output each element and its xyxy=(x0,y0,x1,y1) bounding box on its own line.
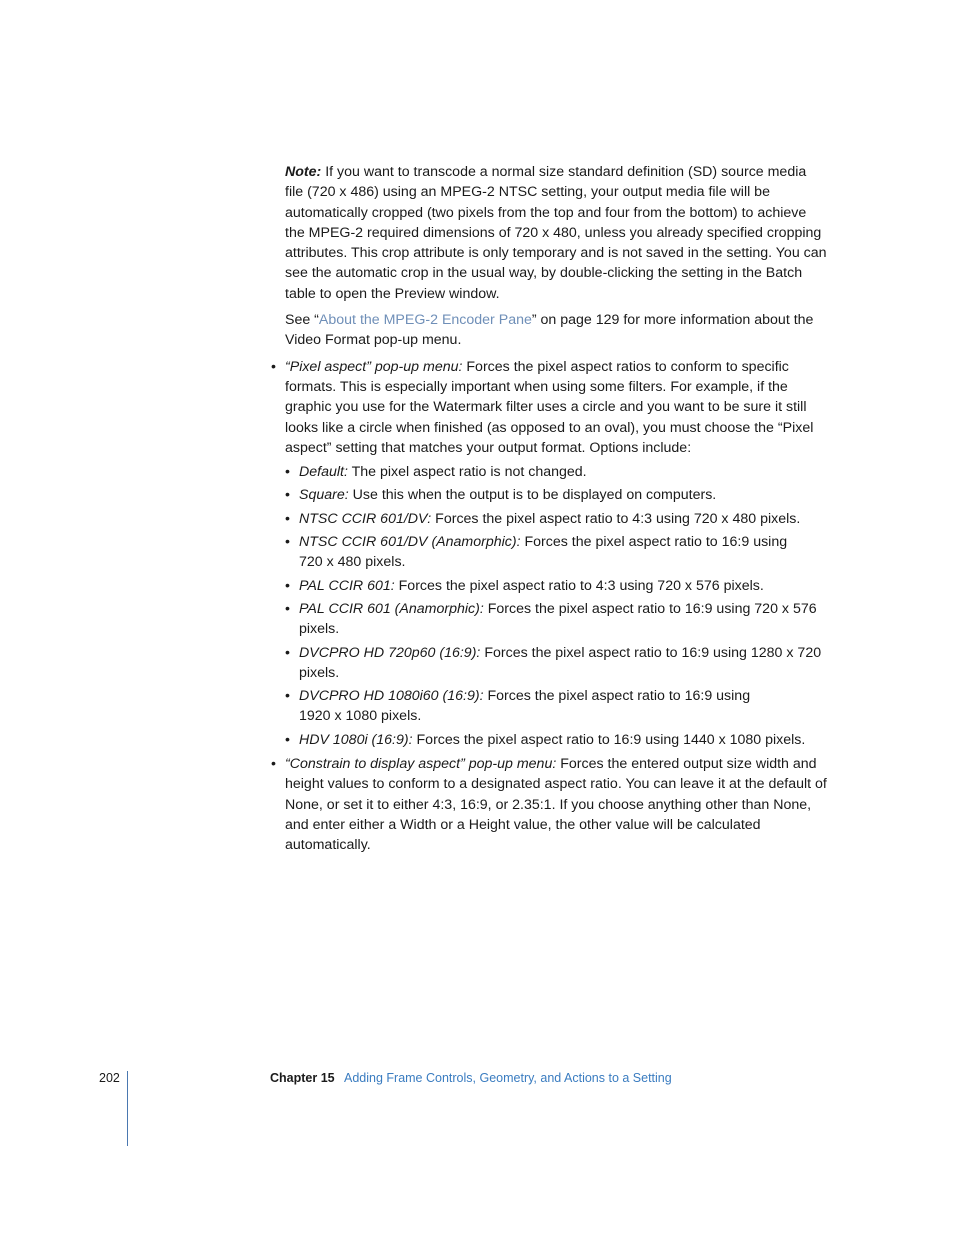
option-text: Forces the pixel aspect ratio to 4:3 using 720 x 576 pixels. xyxy=(398,577,764,594)
option-lead: Square: xyxy=(299,487,349,504)
bullet-icon: • xyxy=(285,731,290,748)
option-lead: HDV 1080i (16:9): xyxy=(299,731,413,748)
option-text: Forces the pixel aspect ratio to 16:9 using 1440 x 1080 pixels. xyxy=(416,731,806,748)
note-label: Note: xyxy=(285,164,322,180)
bullet-icon: • xyxy=(285,577,290,594)
list-item-option xyxy=(285,686,827,727)
option-continuation: 720 x 480 pixels. xyxy=(299,554,406,571)
pixel-aspect-options-list xyxy=(285,462,827,750)
list-item-option xyxy=(285,730,827,750)
option-text: Forces the pixel aspect ratio to 16:9 using xyxy=(487,688,751,705)
bullet-icon: • xyxy=(285,688,290,705)
page-footer xyxy=(0,1071,954,1091)
list-item-option xyxy=(285,599,827,640)
list-item-option xyxy=(285,485,827,505)
bullet-icon: • xyxy=(285,600,290,617)
note-paragraph xyxy=(285,162,827,304)
option-lead: Default: xyxy=(299,464,348,481)
note-text: If you want to transcode a normal size standard definition (SD) source media file (720 x 486) using an MPEG-2 NTSC setting, your output media file will be automatically cropped (two pixels from the top and four from the bottom) to achieve the MPEG-2 required dimensions of 720 x 480, unless you already specified cropping attributes. This crop attribute is only temporary and is not saved in the setting. You can see the automatic crop in the usual way, by double-clicking the setting in the Batch table to open the Preview window. xyxy=(285,164,827,302)
list-item-text: Forces the pixel aspect ratios to conform to specific formats. This is especially important when using some filters. For example, if the graphic you use for the Watermark filter uses a circle and you want to be sure it still looks like a circle when finished (as opposed to an oval), you must choose the “Pixel aspect” setting that matches your output format. Options include: xyxy=(285,358,814,456)
option-text: Forces the pixel aspect ratio to 4:3 using 720 x 480 pixels. xyxy=(435,510,801,527)
option-lead: PAL CCIR 601: xyxy=(299,577,395,594)
bullet-icon: • xyxy=(285,487,290,504)
option-lead: PAL CCIR 601 (Anamorphic): xyxy=(299,600,484,617)
bullet-icon: • xyxy=(285,534,290,551)
chapter-label: Chapter 15 xyxy=(270,1071,335,1085)
bullet-icon: • xyxy=(271,358,276,375)
page-number: 202 xyxy=(99,1071,120,1085)
bullet-icon: • xyxy=(285,644,290,661)
option-continuation: 1920 x 1080 pixels. xyxy=(299,708,422,725)
bullet-icon: • xyxy=(285,464,290,481)
option-lead: NTSC CCIR 601/DV: xyxy=(299,510,432,527)
list-item-option xyxy=(285,532,827,573)
chapter-title-link[interactable]: Adding Frame Controls, Geometry, and Actions to a Setting xyxy=(344,1071,672,1085)
list-item-constrain-aspect xyxy=(271,754,827,855)
list-item-lead: “Constrain to display aspect” pop-up menu: xyxy=(285,756,557,773)
list-item-text: Forces the entered output size width and height values to conform to a designated aspect ratio. You can leave it at the default of None, or set it to either 4:3, 16:9, or 2.35:1. If you choose anything other than None, and enter either a Width or a Height value, the other value will be calculated automatically. xyxy=(285,756,827,854)
bullet-icon: • xyxy=(285,510,290,527)
list-item-lead: “Pixel aspect” pop-up menu: xyxy=(285,358,463,375)
option-text: Forces the pixel aspect ratio to 16:9 using xyxy=(524,534,788,551)
list-item-pixel-aspect xyxy=(271,357,827,750)
option-lead: DVCPRO HD 1080i60 (16:9): xyxy=(299,688,484,705)
see-suffix: ” on page 129 for more information about the Video Format pop-up menu. xyxy=(285,312,814,349)
see-prefix: See “ xyxy=(285,312,319,329)
option-text: Forces the pixel aspect ratio to 16:9 using 1280 x 720 pixels. xyxy=(299,644,822,681)
main-content xyxy=(271,162,827,860)
list-item-option xyxy=(285,509,827,529)
option-lead: NTSC CCIR 601/DV (Anamorphic): xyxy=(299,534,521,551)
list-item-option xyxy=(285,576,827,596)
option-text: The pixel aspect ratio is not changed. xyxy=(351,464,587,481)
bullet-list xyxy=(271,357,827,856)
bullet-icon: • xyxy=(271,756,276,773)
list-item-option xyxy=(285,643,827,684)
see-paragraph xyxy=(285,310,827,351)
option-text: Use this when the output is to be displayed on computers. xyxy=(352,487,717,504)
option-lead: DVCPRO HD 720p60 (16:9): xyxy=(299,644,481,661)
list-item-option xyxy=(285,462,827,482)
mpeg2-encoder-pane-link[interactable]: About the MPEG-2 Encoder Pane xyxy=(318,312,532,329)
option-text: Forces the pixel aspect ratio to 16:9 using 720 x 576 pixels. xyxy=(299,600,817,638)
